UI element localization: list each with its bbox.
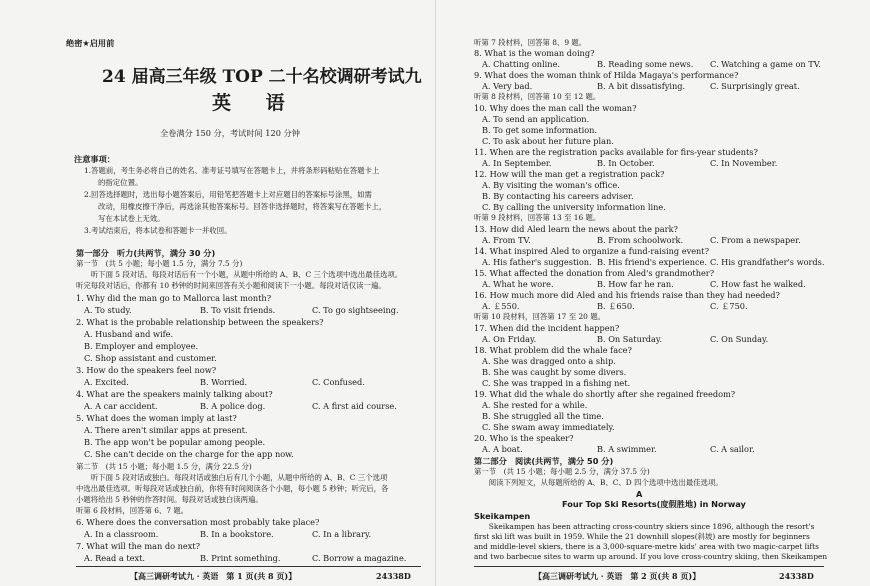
question-3: 3. How do the speakers feel now?	[76, 365, 217, 375]
option-a: A. His father's suggestion.	[482, 257, 592, 267]
question-14: 14. What inspired Aled to organize a fund-raising event?	[474, 246, 709, 256]
option-a: A. In a classroom.	[84, 529, 159, 539]
option-c: C. A sailor.	[710, 444, 755, 454]
option-a: A. To study.	[84, 305, 132, 315]
option-c: C. ￡750.	[710, 301, 748, 311]
option-a: A. In September.	[482, 158, 552, 168]
option-b: B. His friend's experience.	[597, 257, 707, 267]
footer-rule	[76, 566, 421, 567]
option-a: A. There aren't similar apps at present.	[84, 425, 248, 435]
option-a: A. By visiting the woman's office.	[482, 180, 620, 190]
option-b: B. She struggled all the time.	[482, 411, 604, 421]
option-b: B. Reading some news.	[597, 59, 694, 69]
question-13: 13. How did Aled learn the news about the park?	[474, 224, 678, 234]
option-a: A. She was dragged onto a ship.	[482, 356, 616, 366]
option-b: B. From schoolwork.	[597, 235, 684, 245]
option-a: A. Husband and wife.	[84, 329, 174, 339]
question-5: 5. What does the woman imply at last?	[76, 413, 237, 423]
question-1: 1. Why did the man go to Mallorca last month?	[76, 293, 272, 303]
option-c: C. Surprisingly great.	[710, 81, 800, 91]
material-intro: 听第 7 段材料，回答第 8、9 题。	[474, 38, 587, 47]
section2-instructions: 小题将给出 5 秒钟的作答时间。每段对话或独白读两遍。	[76, 495, 263, 504]
option-b: B. By contacting his careers adviser.	[482, 191, 634, 201]
material-intro: 听第 9 段材料，回答第 13 至 16 题。	[474, 213, 601, 222]
option-a: A. To send an application.	[482, 114, 590, 124]
option-c: C. Watching a game on TV.	[710, 59, 821, 69]
option-c: C. In November.	[710, 158, 778, 168]
question-17: 17. When did the incident happen?	[474, 323, 620, 333]
section2-instructions: 听下面 5 段对话或独白。每段对话或独白后有几个小题，从题中所给的 A、B、C 三个选项	[76, 473, 388, 482]
exam-code: 24338D	[779, 571, 814, 581]
footer-rule	[474, 566, 824, 567]
option-b: B. Print something.	[200, 553, 281, 563]
passage-line: and middle-level skiers, there is a 3,000-square-metre kids' area with two magic-carpet lifts	[474, 542, 819, 551]
note-line: 改动，用橡皮擦干净后，再选涂其他答案标号。回答非选择题时，将答案写在答题卡上，	[98, 202, 387, 211]
question-9: 9. What does the woman think of Hilda Magaya's performance?	[474, 70, 739, 80]
note-line: 1.答题前，考生务必将自己的姓名、准考证号填写在答题卡上，并将条形码粘贴在答题卡上	[84, 166, 380, 175]
page-footer: 【高三调研考试九 · 英语 第 2 页(共 8 页)】	[534, 571, 701, 581]
section1-heading: 第一节 (共 5 小题；每小题 1.5 分，满分 7.5 分)	[76, 259, 243, 268]
question-2: 2. What is the probable relationship between the speakers?	[76, 317, 324, 327]
section1-instructions: 听下面 5 段对话。每段对话后有一个小题，从题中所给的 A、B、C 三个选项中选出最佳选项。	[76, 270, 403, 279]
option-a: A. A car accident.	[84, 401, 158, 411]
part2-heading: 第二部分 阅读(共两节，满分 50 分)	[474, 456, 614, 466]
subject-title: 英 语	[212, 92, 299, 114]
option-c: C. On Sunday.	[710, 334, 769, 344]
option-c: C. To go sightseeing.	[312, 305, 399, 315]
exam-title: 24 届高三年级 TOP 二十名校调研考试九	[102, 67, 422, 87]
option-b: B. A bit dissatisfying.	[597, 81, 686, 91]
option-c: C. To ask about her future plan.	[482, 136, 614, 146]
option-c: C. His grandfather's words.	[710, 257, 825, 267]
note-line: 3.考试结束后，将本试卷和答题卡一并收回。	[84, 226, 232, 235]
option-b: B. She was caught by some divers.	[482, 367, 627, 377]
note-line: 的指定位置。	[98, 178, 143, 187]
question-4: 4. What are the speakers mainly talking about?	[76, 389, 273, 399]
option-b: B. Worried.	[200, 377, 248, 387]
option-a: A. Chatting online.	[482, 59, 561, 69]
option-b: B. A swimmer.	[597, 444, 657, 454]
note-line: 2.回答选择题时，选出每小题答案后，用铅笔把答题卡上对应题目的答案标号涂黑，如需	[84, 190, 372, 199]
resort-heading: Skeikampen	[474, 511, 531, 521]
option-c: C. In a library.	[312, 529, 372, 539]
question-16: 16. How much more did Aled and his friends raise than they had needed?	[474, 290, 780, 300]
passage-line: first ski lift was built in 1959. While the 21 downhill slopes(斜坡) are mostly for beginners	[474, 532, 810, 541]
material-intro: 听第 8 段材料，回答第 10 至 12 题。	[474, 92, 601, 101]
option-c: C. She can't decide on the charge for the app now.	[84, 449, 294, 459]
option-b: B. In a bookstore.	[200, 529, 274, 539]
option-b: B. To get some information.	[482, 125, 598, 135]
part1-heading: 第一部分 听力(共两节，满分 30 分)	[76, 248, 216, 258]
question-11: 11. When are the registration packs available for firs-year students?	[474, 147, 758, 157]
page-footer: 【高三调研考试九 · 英语 第 1 页(共 8 页)】	[130, 571, 297, 581]
option-a: A. She rested for a while.	[482, 400, 588, 410]
confidential-mark: 绝密★启用前	[66, 38, 115, 48]
option-b: B. A police dog.	[200, 401, 266, 411]
material-intro: 听第 10 段材料，回答第 17 至 20 题。	[474, 312, 605, 321]
option-b: B. Employer and employee.	[84, 341, 199, 351]
option-b: B. In October.	[597, 158, 655, 168]
option-c: C. She swam away immediately.	[482, 422, 615, 432]
option-b: B. To visit friends.	[200, 305, 276, 315]
note-line: 写在本试卷上无效。	[98, 214, 165, 223]
option-c: C. How fast he walked.	[710, 279, 806, 289]
passage-line: and two barbecue sites to warm up around. If you love cross-country skiing, then Skeikampen	[474, 552, 828, 561]
reading-section1-heading: 第一节 (共 15 小题；每小题 2.5 分，满分 37.5 分)	[474, 467, 650, 476]
question-20: 20. Who is the speaker?	[474, 433, 574, 443]
option-a: A. What he wore.	[482, 279, 554, 289]
question-10: 10. Why does the man call the woman?	[474, 103, 637, 113]
option-a: A. From TV.	[482, 235, 531, 245]
option-a: A. ￡550.	[482, 301, 520, 311]
option-b: B. The app won't be popular among people.	[84, 437, 266, 447]
material-intro: 听第 6 段材料，回答第 6、7 题。	[76, 506, 189, 515]
option-a: A. Very bad.	[482, 81, 533, 91]
question-12: 12. How will the man get a registration pack?	[474, 169, 665, 179]
option-c: C. From a newspaper.	[710, 235, 801, 245]
question-18: 18. What problem did the whale face?	[474, 345, 632, 355]
exam-page-2	[435, 0, 870, 586]
exam-info: 全卷满分 150 分，考试时间 120 分钟	[160, 128, 300, 138]
section1-instructions: 听完每段对话后，你都有 10 秒钟的时间来回答有关小题和阅读下一小题。每段对话仅读一遍。	[76, 281, 386, 290]
option-a: A. Read a text.	[84, 553, 145, 563]
section2-instructions: 中选出最佳选项。听每段对话或独白前，你将有时间阅读各个小题，每小题 5 秒钟；听完后，各	[76, 484, 389, 493]
option-b: B. On Saturday.	[597, 334, 663, 344]
passage-line: Skeikampen has been attracting cross-country skiers since 1896, although the resort's	[474, 522, 815, 531]
option-c: C. By calling the university information line.	[482, 202, 666, 212]
question-6: 6. Where does the conversation most probably take place?	[76, 517, 320, 527]
option-c: C. Confused.	[312, 377, 365, 387]
question-15: 15. What affected the donation from Aled's grandmother?	[474, 268, 715, 278]
question-19: 19. What did the whale do shortly after she regained freedom?	[474, 389, 736, 399]
option-b: B. ￡650.	[597, 301, 635, 311]
question-7: 7. What will the man do next?	[76, 541, 201, 551]
option-b: B. How far he ran.	[597, 279, 674, 289]
option-a: A. A boat.	[482, 444, 523, 454]
option-a: A. Excited.	[84, 377, 129, 387]
section2-heading: 第二节 (共 15 小题；每小题 1.5 分，满分 22.5 分)	[76, 462, 252, 471]
question-8: 8. What is the woman doing?	[474, 48, 595, 58]
notes-heading: 注意事项：	[74, 154, 115, 164]
passage-letter: A	[636, 489, 643, 499]
option-c: C. She was trapped in a fishing net.	[482, 378, 631, 388]
exam-code: 24338D	[376, 571, 411, 581]
option-c: C. Shop assistant and customer.	[84, 353, 217, 363]
reading-instructions: 阅读下列短文，从每题所给的 A、B、C、D 四个选项中选出最佳选项。	[474, 478, 723, 487]
option-a: A. On Friday.	[482, 334, 537, 344]
passage-title: Four Top Ski Resorts(度假胜地) in Norway	[562, 499, 746, 509]
option-c: C. Borrow a magazine.	[312, 553, 407, 563]
option-c: C. A first aid course.	[312, 401, 397, 411]
